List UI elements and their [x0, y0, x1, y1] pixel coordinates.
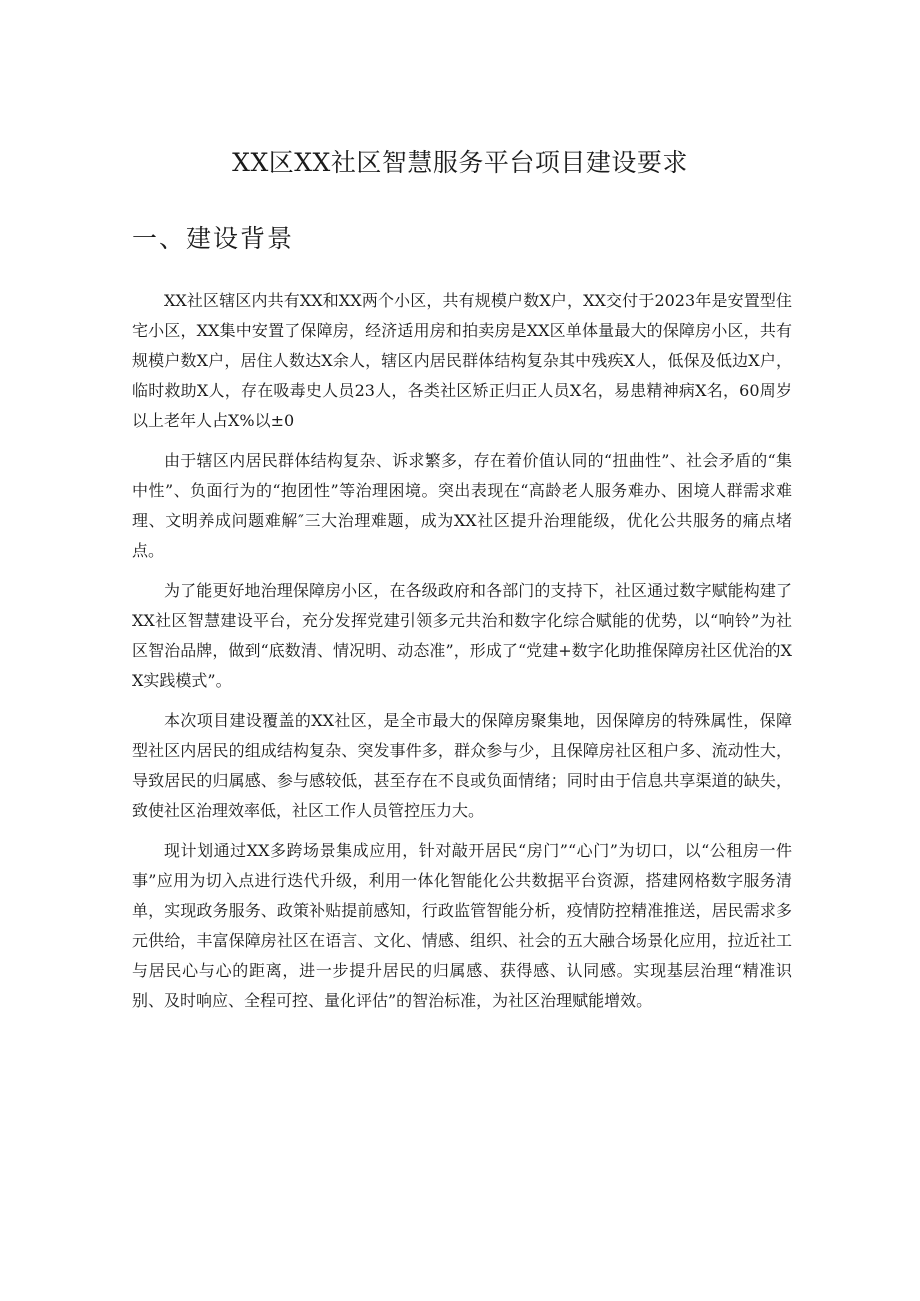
paragraph-5: 现计划通过XX多跨场景集成应用，针对敲开居民“房门”“心门”为切口，以“公租房一件事”应用为切入点进行迭代升级，利用一体化智能化公共数据平台资源，搭建网格数字服务清单，实现政务服务、政策补贴提前感知，行政监管智能分析，疫情防控精准推送，居民需求多元供给，丰富保障房社区在语言、文化、情感、组织、社会的五大融合场景化应用，拉近社工与居民心与心的距离，进一步提升居民的归属感、获得感、认同感。实现基层治理“精准识别、及时响应、全程可控、量化评估”的智治标准，为社区治理赋能增效。 [132, 841, 792, 1010]
document-title: XX区XX社区智慧服务平台项目建设要求 [232, 148, 688, 177]
section-heading: 一、建设背景 [132, 224, 295, 253]
paragraph-1: XX社区辖区内共有XX和XX两个小区，共有规模户数X户，XX交付于2023年是安置型住宅小区，XX集中安置了保障房，经济适用房和拍卖房是XX区单体量最大的保障房小区，共有规模户数X户，居住人数达X余人，辖区内居民群体结构复杂其中残疾X人，低保及低边X户，临时救助X人，存在吸毒史人员23人，各类社区矫正归正人员X名，易患精神病X名，60周岁以上老年人占X%以±0 [132, 291, 792, 430]
paragraph-4: 本次项目建设覆盖的XX社区，是全市最大的保障房聚集地，因保障房的特殊属性，保障型社区内居民的组成结构复杂、突发事件多，群众参与少，且保障房社区租户多、流动性大，导致居民的归属感、参与感较低，甚至存在不良或负面情绪；同时由于信息共享渠道的缺失，致使社区治理效率低，社区工作人员管控压力大。 [132, 711, 792, 820]
paragraph-2: 由于辖区内居民群体结构复杂、诉求繁多，存在着价值认同的“扭曲性”、社会矛盾的“集中性”、负面行为的“抱团性”等治理困境。突出表现在“高龄老人服务难办、困境人群需求难理、文明养成问题难解″三大治理难题，成为XX社区提升治理能级，优化公共服务的痛点堵点。 [132, 451, 792, 560]
body-text [132, 286, 792, 1026]
paragraph-3: 为了能更好地治理保障房小区，在各级政府和各部门的支持下，社区通过数字赋能构建了XX社区智慧建设平台，充分发挥党建引领多元共治和数字化综合赋能的优势，以“响铃”为社区智治品牌，做到“底数清、情况明、动态准”，形成了“党建+数字化助推保障房社区优治的XX实践模式”。 [132, 581, 792, 690]
